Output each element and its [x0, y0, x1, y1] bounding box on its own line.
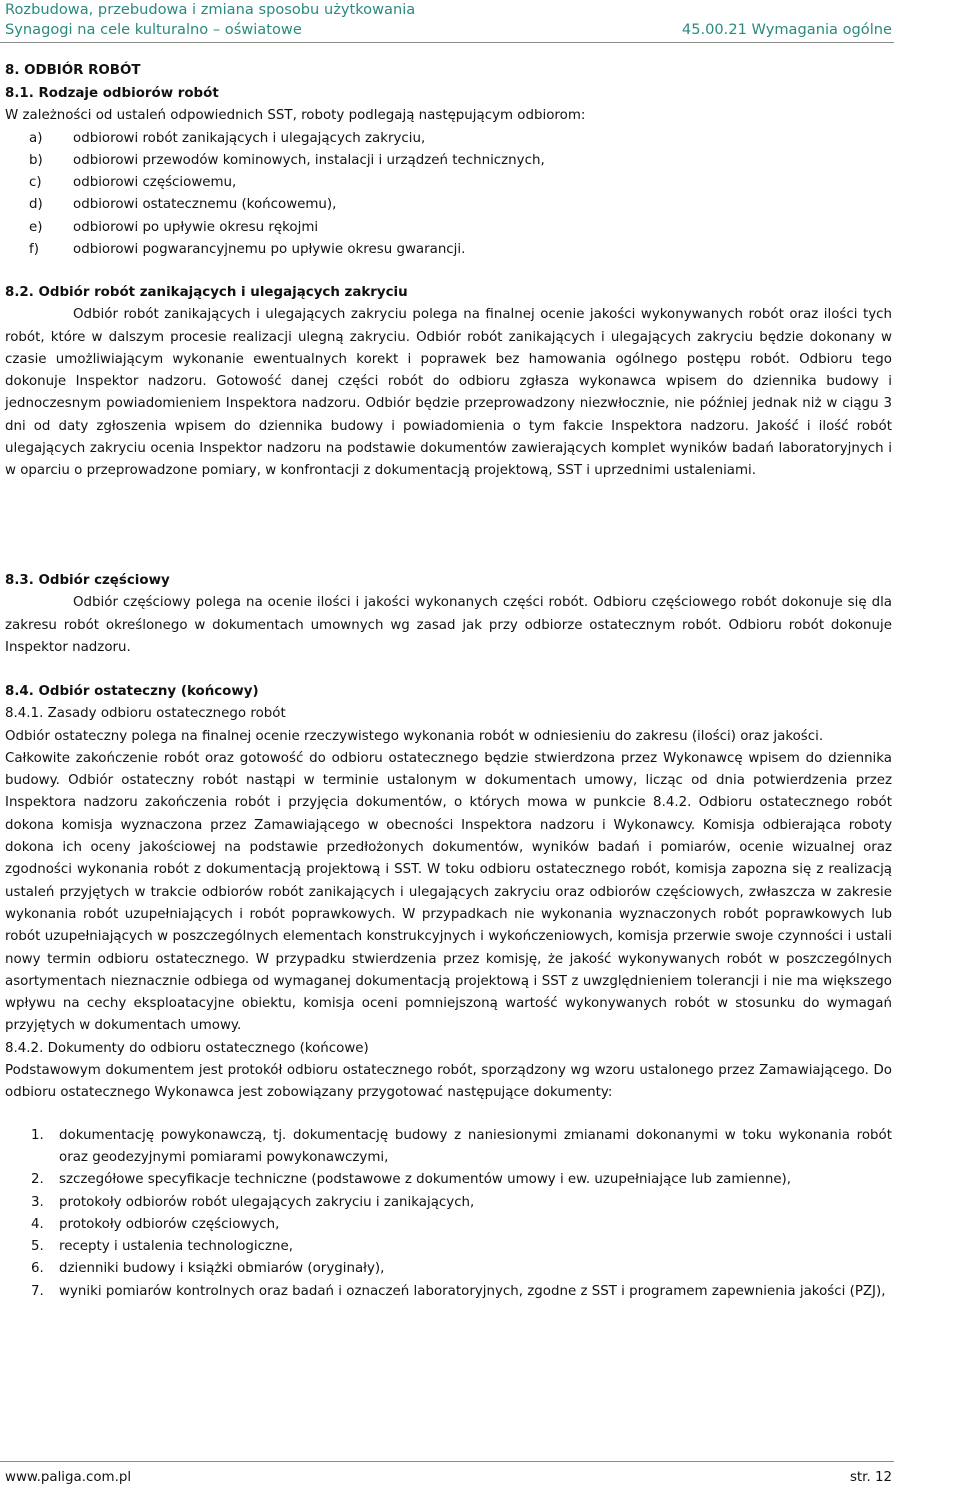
paragraph: W zależności od ustaleń odpowiednich SST, roboty podlegają następującym odbiorom:	[5, 108, 586, 124]
list-item	[5, 239, 892, 261]
section-8-4	[5, 681, 892, 1303]
section-title: 8.1. Rodzaje odbiorów robót	[5, 86, 219, 101]
list-item-text: wyniki pomiarów kontrolnych oraz badań i oznaczeń laboratoryjnych, zgodne z SST i programem zapewnienia jakości (PZJ),	[59, 1283, 886, 1299]
paragraph: Odbiór ostateczny polega na finalnej ocenie rzeczywistego wykonania robót w odniesieniu do zakresu (ilości) oraz jakości.	[5, 728, 824, 744]
list-marker: 5.	[31, 1239, 44, 1255]
footer-divider	[0, 1461, 894, 1462]
paragraph: Odbiór robót zanikających i ulegających zakryciu polega na finalnej ocenie jakości wykonywanych robót oraz ilości tych robót, które w dalszym procesie realizacji ulegną zakryciu. Odbiór robót zanikających i ulegających zakryciu będzie dokonany w czasie umożliwiającym wykonanie ewentualnych korekt i poprawek bez hamowania ogólnego postępu robót. Odbioru tego dokonuje Inspektor nadzoru. Gotowość danej części robót do odbioru zgłasza wykonawca wpisem do dziennika budowy i jednoczesnym powiadomieniem Inspektora nadzoru. Odbiór będzie przeprowadzony niezwłocznie, nie później jednak niż w ciągu 3 dni od daty zgłoszenia wpisem do dziennika budowy i powiadomienia o tym fakcie Inspektora nadzoru. Jakość i ilość robót ulegających zakryciu ocenia Inspektor nadzoru na podstawie dokumentów zawierających komplet wyników badań laboratoryjnych i w oparciu o przeprowadzone pomiary, w konfrontacji z dokumentacją projektową, SST i uprzednimi ustaleniami.	[5, 307, 892, 479]
section-title: 8.3. Odbiór częściowy	[5, 573, 170, 588]
list-item	[5, 194, 892, 216]
list-item	[5, 172, 892, 194]
header-code: 45.00.21 Wymagania ogólne	[681, 21, 892, 38]
list-item	[5, 1214, 892, 1236]
page-footer	[5, 1468, 892, 1488]
list-marker: 4.	[31, 1216, 44, 1232]
page-header	[5, 0, 892, 40]
list-item	[5, 1192, 892, 1214]
header-title: Rozbudowa, przebudowa i zmiana sposobu użytkowania	[5, 1, 416, 18]
list-item-text: protokoły odbiorów robót ulegających zakryciu i zanikających,	[59, 1194, 475, 1210]
list-marker: f)	[29, 242, 39, 258]
list-item-text: odbiorowi pogwarancyjnemu po upływie okresu gwarancji.	[73, 242, 466, 258]
list-marker: e)	[29, 219, 43, 235]
list-item-text: odbiorowi robót zanikających i ulegających zakryciu,	[73, 130, 426, 146]
list-item	[5, 128, 892, 150]
list-item	[5, 1125, 892, 1170]
list-marker: d)	[29, 197, 43, 213]
list-marker: 1.	[31, 1127, 44, 1143]
list-marker: c)	[29, 175, 42, 191]
section-8-3	[5, 570, 892, 659]
list-item-text: szczegółowe specyfikacje techniczne (podstawowe z dokumentów umowy i ew. uzupełniające lub zamienne),	[59, 1172, 792, 1188]
list-item-text: odbiorowi po upływie okresu rękojmi	[73, 219, 319, 235]
list-item	[5, 1169, 892, 1191]
list-item-text: recepty i ustalenia technologiczne,	[59, 1239, 294, 1255]
list-marker: 6.	[31, 1261, 44, 1277]
paragraph: Odbiór częściowy polega na ocenie ilości i jakości wykonanych części robót. Odbioru częściowego robót dokonuje się dla zakresu robót określonego w dokumentach umownych wg zasad jak przy odbiorze ostatecznym robót. Odbioru robót dokonuje Inspektor nadzoru.	[5, 595, 892, 655]
list-item	[5, 1258, 892, 1280]
list-item-text: odbiorowi przewodów kominowych, instalacji i urządzeń technicznych,	[73, 152, 545, 168]
subsection-title: 8.4.2. Dokumenty do odbioru ostatecznego (końcowe)	[5, 1040, 369, 1056]
list-item	[5, 150, 892, 172]
list-marker: b)	[29, 152, 43, 168]
subsection-title: 8.4.1. Zasady odbioru ostatecznego robót	[5, 706, 286, 722]
list-item	[5, 1281, 892, 1303]
section-title: 8.4. Odbiór ostateczny (końcowy)	[5, 684, 259, 699]
list-item-text: dzienniki budowy i książki obmiarów (oryginały),	[59, 1261, 385, 1277]
list-marker: 7.	[31, 1283, 44, 1299]
section-8	[5, 60, 892, 82]
numbered-list	[5, 1125, 892, 1303]
page-number: str. 12	[849, 1470, 892, 1485]
list-marker: a)	[29, 130, 43, 146]
header-subtitle: Synagogi na cele kulturalno – oświatowe	[5, 21, 302, 38]
footer-website: www.paliga.com.pl	[5, 1470, 132, 1485]
list-item	[5, 217, 892, 239]
section-title: 8.2. Odbiór robót zanikających i ulegających zakryciu	[5, 285, 408, 300]
list-item-text: dokumentację powykonawczą, tj. dokumentację budowy z naniesionymi zmianami dokonanymi w toku wykonania robót oraz geodezyjnymi pomiarami powykonawczymi,	[59, 1127, 892, 1165]
header-divider	[0, 42, 894, 43]
section-8-1	[5, 83, 892, 261]
list-item-text: odbiorowi ostatecznemu (końcowemu),	[73, 197, 337, 213]
section-8-2	[5, 282, 892, 483]
list-item-text: odbiorowi częściowemu,	[73, 175, 237, 191]
list-marker: 3.	[31, 1194, 44, 1210]
paragraph: Całkowite zakończenie robót oraz gotowość do odbioru ostatecznego będzie stwierdzona przez Wykonawcę wpisem do dziennika budowy. Odbiór ostateczny robót nastąpi w terminie ustalonym w dokumentach umowy, licząc od dnia potwierdzenia przez Inspektora nadzoru zakończenia robót i przyjęcia dokumentów, o których mowa w punkcie 8.4.2. Odbioru ostatecznego robót dokona komisja wyznaczona przez Zamawiającego w obecności Inspektora nadzoru i Wykonawcy. Komisja odbierająca roboty dokona ich oceny jakościowej na podstawie przedłożonych dokumentów, wyników badań i pomiarów, ocenie wizualnej oraz zgodności wykonania robót z dokumentacją projektową i SST. W toku odbioru ostatecznego robót, komisja zapozna się z realizacją ustaleń przyjętych w trakcie odbiorów robót zanikających i ulegających zakryciu oraz odbiorów częściowych, zwłaszcza w zakresie wykonania robót uzupełniających i robót poprawkowych. W przypadkach nie wykonania wyznaczonych robót poprawkowych lub robót uzupełniających w poszczególnych elementach konstrukcyjnych i wykończeniowych, komisja przerwie swoje czynności i ustali nowy termin odbioru ostatecznego. W przypadku stwierdzenia przez komisję, że jakość wykonywanych robót w poszczególnych asortymentach nieznacznie odbiega od wymaganej dokumentacją projektową i SST z uwzględnieniem tolerancji i nie ma większego wpływu na cechy eksploatacyjne obiektu, komisja oceni pomniejszoną wartość wykonywanych robót w stosunku do wymagań przyjętych w dokumentach umowy.	[5, 750, 892, 1034]
list-marker: 2.	[31, 1172, 44, 1188]
list	[5, 128, 892, 262]
list-item	[5, 1236, 892, 1258]
paragraph: Podstawowym dokumentem jest protokół odbioru ostatecznego robót, sporządzony wg wzoru ustalonego przez Zamawiającego. Do odbioru ostatecznego Wykonawca jest zobowiązany przygotować następujące dokumenty:	[5, 1063, 892, 1101]
section-title: 8. ODBIÓR ROBÓT	[5, 63, 141, 78]
list-item-text: protokoły odbiorów częściowych,	[59, 1216, 280, 1232]
